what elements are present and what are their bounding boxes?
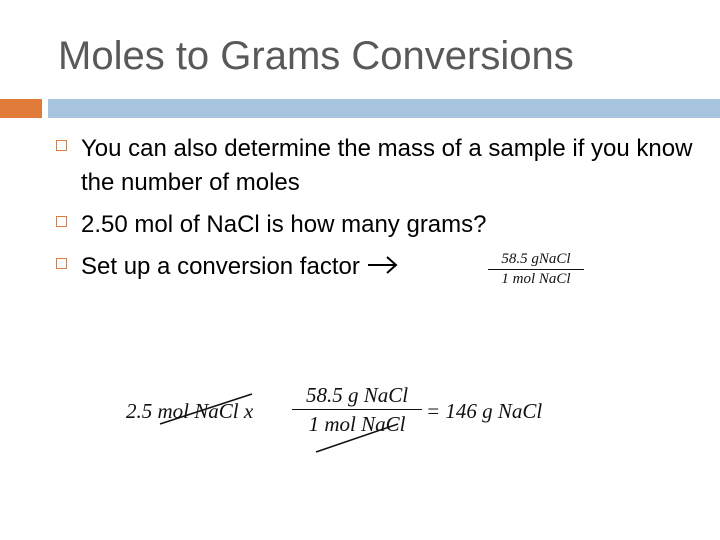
- equation-left-term: 2.5 mol NaCl x: [126, 399, 254, 423]
- equation-denominator: 1 mol NaCl: [308, 412, 406, 436]
- bullet-text: Set up a conversion factor: [81, 253, 360, 280]
- slide-title: Moles to Grams Conversions: [58, 34, 574, 78]
- bullet-text: 2.50 mol of NaCl is how many grams?: [81, 211, 487, 238]
- cancel-line-left: [160, 394, 252, 424]
- bullet-text: You can also determine the mass of a sample if you know the number of moles: [81, 135, 693, 196]
- equation-result: = 146 g NaCl: [426, 399, 543, 423]
- fraction-denominator: 1 mol NaCl: [501, 271, 571, 287]
- equation-numerator: 58.5 g NaCl: [305, 383, 409, 407]
- cancel-line-denominator: [316, 424, 398, 452]
- fraction-numerator: 58.5 gNaCl: [501, 251, 571, 267]
